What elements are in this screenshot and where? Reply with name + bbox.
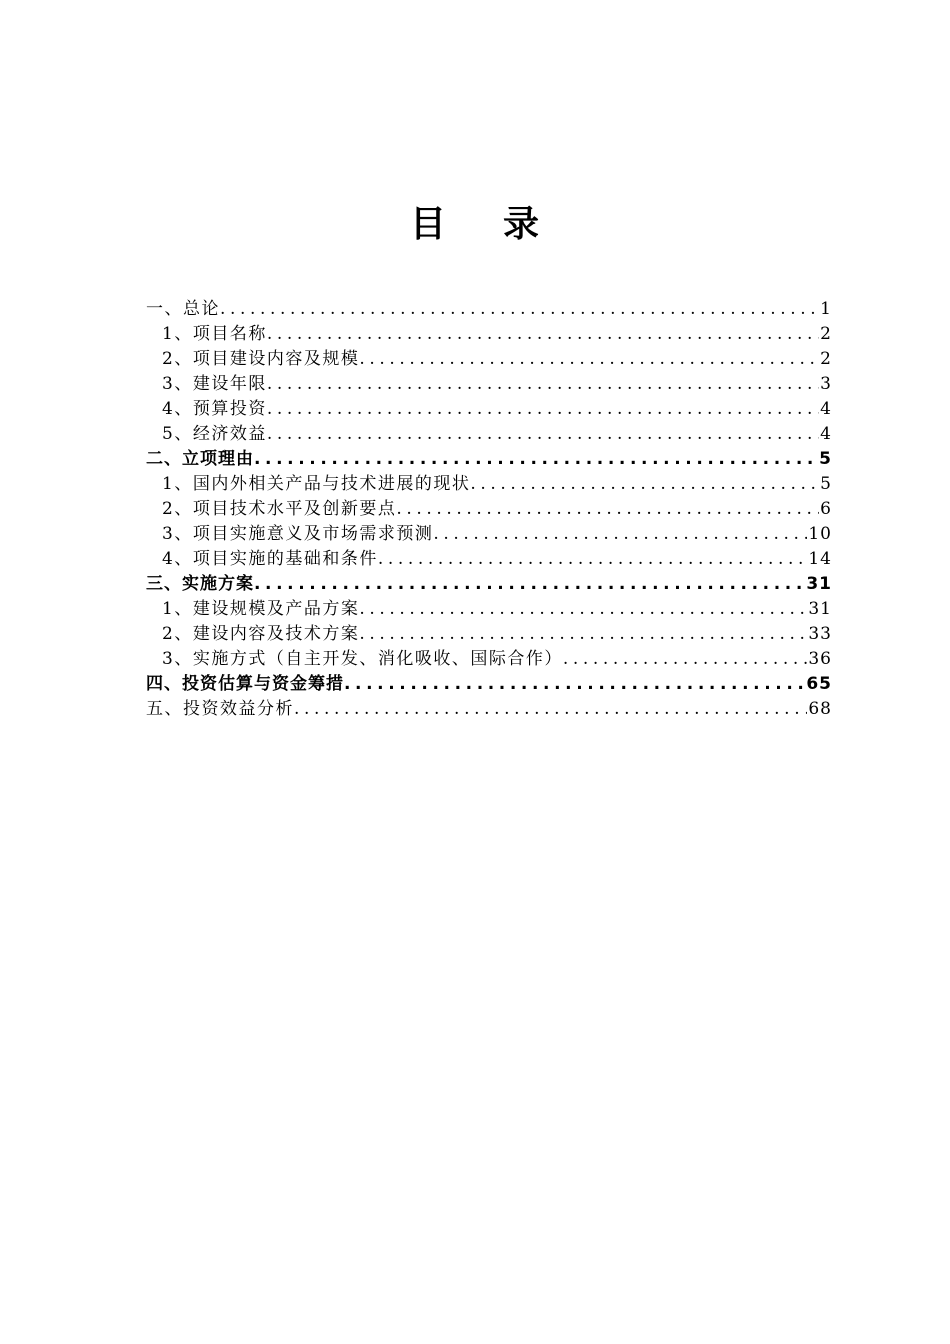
toc-entry[interactable]	[146, 297, 832, 322]
toc-entry[interactable]	[146, 472, 832, 497]
toc-entry[interactable]	[146, 347, 832, 372]
toc-page-number: 33	[808, 624, 832, 644]
toc-entry-title: 四、投资估算与资金筹措	[146, 674, 344, 694]
toc-entry[interactable]	[146, 447, 832, 472]
toc-page-number: 68	[808, 699, 832, 719]
toc-entry-title: 5、经济效益	[162, 424, 267, 444]
toc-leader-dots	[359, 597, 807, 622]
toc-entry[interactable]	[146, 547, 832, 572]
toc-entry[interactable]	[146, 397, 832, 422]
toc-page-number: 5	[819, 449, 832, 469]
toc-entry[interactable]	[146, 672, 832, 697]
toc-page-number: 31	[806, 574, 832, 594]
toc-leader-dots	[254, 572, 805, 597]
toc-page-number: 3	[820, 374, 832, 394]
toc-page-number: 1	[820, 299, 832, 319]
toc-page-number: 36	[808, 649, 832, 669]
title-char-2: 录	[503, 204, 541, 245]
toc-entry-title: 三、实施方案	[146, 574, 254, 594]
toc-leader-dots	[563, 647, 808, 672]
toc-leader-dots	[267, 422, 819, 447]
table-of-contents	[146, 297, 832, 722]
toc-leader-dots	[220, 297, 819, 322]
toc-leader-dots	[470, 472, 819, 497]
toc-leader-dots	[396, 497, 819, 522]
toc-leader-dots	[378, 547, 808, 572]
toc-entry-title: 3、实施方式（自主开发、消化吸收、国际合作）	[162, 649, 563, 669]
toc-entry[interactable]	[146, 322, 832, 347]
toc-entry[interactable]	[146, 497, 832, 522]
toc-entry[interactable]	[146, 622, 832, 647]
toc-entry-title: 2、项目建设内容及规模	[162, 349, 360, 369]
title-char-1: 目	[409, 204, 447, 245]
toc-entry-title: 4、预算投资	[162, 399, 267, 419]
toc-leader-dots	[267, 397, 819, 422]
toc-leader-dots	[294, 697, 807, 722]
toc-page-number: 14	[808, 549, 832, 569]
toc-page-number: 10	[808, 524, 832, 544]
toc-entry-title: 2、项目技术水平及创新要点	[162, 499, 397, 519]
toc-entry[interactable]	[146, 422, 832, 447]
toc-entry[interactable]	[146, 697, 832, 722]
toc-page-number: 31	[808, 599, 832, 619]
page-title	[0, 202, 950, 248]
toc-leader-dots	[344, 672, 805, 697]
toc-entry-title: 一、总论	[146, 299, 220, 319]
toc-entry-title: 3、建设年限	[162, 374, 267, 394]
toc-entry-title: 4、项目实施的基础和条件	[162, 549, 378, 569]
toc-entry-title: 1、建设规模及产品方案	[162, 599, 360, 619]
toc-leader-dots	[359, 622, 807, 647]
toc-leader-dots	[359, 347, 819, 372]
toc-leader-dots	[254, 447, 818, 472]
toc-entry[interactable]	[146, 572, 832, 597]
toc-entry-title: 1、国内外相关产品与技术进展的现状	[162, 474, 471, 494]
toc-leader-dots	[433, 522, 807, 547]
toc-entry[interactable]	[146, 597, 832, 622]
toc-page-number: 65	[806, 674, 832, 694]
toc-page-number: 4	[820, 424, 832, 444]
toc-entry[interactable]	[146, 522, 832, 547]
toc-entry-title: 五、投资效益分析	[146, 699, 294, 719]
toc-page-number: 2	[820, 349, 832, 369]
toc-entry-title: 1、项目名称	[162, 324, 267, 344]
toc-leader-dots	[267, 322, 819, 347]
toc-page-number: 6	[820, 499, 832, 519]
toc-entry-title: 3、项目实施意义及市场需求预测	[162, 524, 434, 544]
toc-leader-dots	[267, 372, 819, 397]
toc-entry-title: 二、立项理由	[146, 449, 254, 469]
toc-entry[interactable]	[146, 372, 832, 397]
toc-entry-title: 2、建设内容及技术方案	[162, 624, 360, 644]
toc-entry[interactable]	[146, 647, 832, 672]
toc-page-number: 5	[820, 474, 832, 494]
toc-page-number: 4	[820, 399, 832, 419]
toc-page-number: 2	[820, 324, 832, 344]
